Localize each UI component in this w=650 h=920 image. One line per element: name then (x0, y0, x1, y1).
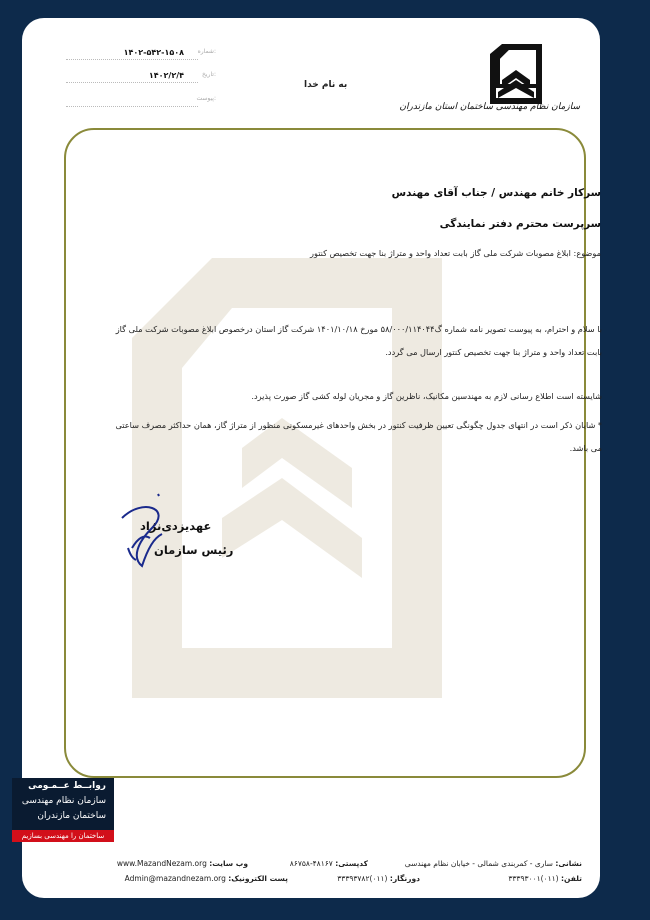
letter-footer (22, 840, 600, 898)
footer-email: پست الکترونیک: Admin@mazandnezam.org (124, 874, 288, 883)
organization-name: سازمان نظام مهندسی ساختمان استان مازندران (399, 102, 580, 112)
letter-date-row (66, 71, 216, 85)
badge-line-2: سازمان نظام مهندسی (21, 796, 106, 806)
letter-number-row (66, 48, 216, 62)
letter-paragraph-3: * شایان ذکر است در انتهای جدول چگونگی تعیین ظرفیت کنتور در بخش واحدهای غیرمسکونی منظور از متراژ گاز، همان حداکثر مصرف ساعتی می باشد. (115, 420, 602, 453)
recipient-line-1: سرکار خانم مهندس / جناب آقای مهندس (391, 187, 601, 199)
badge-line-4: ساختمان را مهندسی بسازیم (12, 830, 114, 842)
footer-phone: تلفن: (۰۱۱)۳۳۳۹۳۰۰۱ (508, 874, 582, 883)
badge-line-3: ساختمان مازندران (37, 811, 106, 821)
recipient-line-2: سرپرست محترم دفتر نمایندگی (439, 218, 601, 230)
attachment-row (66, 95, 216, 109)
signer-title: رئیس سازمان (154, 543, 234, 557)
footer-postal-code: کدپستی: ۴۸۱۶۷-۸۶۷۵۸ (289, 859, 368, 868)
signer-name: عهدیزدی‌نژاد (140, 519, 212, 533)
letter-paragraph-2: شایسته است اطلاع رسانی لازم به مهندسین مکانیک، ناظرین گاز و مجریان لوله کشی گاز صورت پذیرد. (251, 391, 602, 401)
letter-subject: موضوع: ابلاغ مصوبات شرکت ملی گاز بابت تعداد واحد و متراژ بنا جهت تخصیص کنتور (310, 248, 601, 258)
footer-address: نشانی: ساری - کمربندی شمالی - خیابان نظام مهندسی (404, 859, 582, 868)
letter-number-label: شماره: (197, 48, 216, 55)
basmala: به نام خدا (304, 80, 348, 90)
letter-date-label: تاریخ: (202, 71, 216, 78)
letter-paragraph-1: با سلام و احترام، به پیوست تصویر نامه شماره گ۵۸/۰۰۰/۱۱۴۰۴۴ مورخ ۱۴۰۱/۱۰/۱۸ شرکت گاز استان درخصوص ابلاغ مصوبات شرکت ملی گاز بابت تعداد واحد و متراژ بنا جهت تخصیص کنتور ارسال می گردد. (115, 324, 602, 357)
footer-website: وب سایت: www.MazandNezam.org (116, 859, 248, 868)
letter-date: ۱۴۰۲/۲/۴ (148, 71, 184, 80)
public-relations-badge (12, 778, 114, 842)
letter-number: ۱۴۰۲-۵۴۲-۱۵۰۸ (123, 48, 184, 57)
organization-logo-icon (480, 34, 576, 126)
attachment-label: پیوست: (196, 95, 216, 102)
badge-line-1: روابــط عــمـومی (28, 781, 106, 791)
footer-fax: دورنگار: (۰۱۱)۳۳۳۹۳۷۸۲ (337, 874, 420, 883)
